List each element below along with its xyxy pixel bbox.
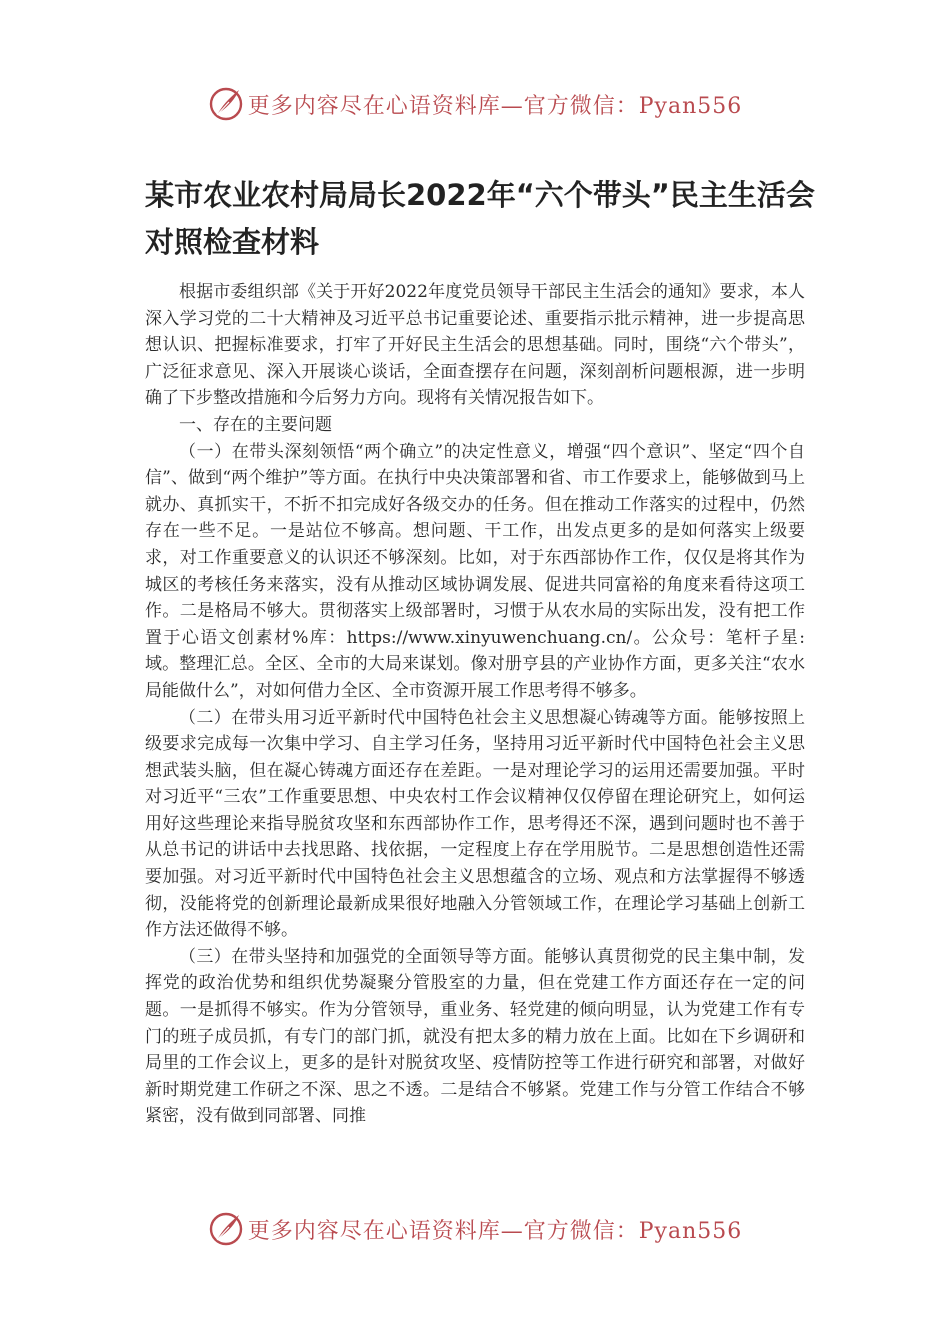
body-paragraph: （二）在带头用习近平新时代中国特色社会主义思想凝心铸魂等方面。能够按照上级要求完成每一次集中学习、自主学习任务，坚持用习近平新时代中国特色社会主义思想武装头脑，但在凝心铸魂方面还存在差距。一是对理论学习的运用还需要加强。平时对习近平“三农”工作重要思想、中央农村工作会议精神仅仅停留在理论研究上，如何运用好这些理论来指导脱贫攻坚和东西部协作工作，思考得还不深，遇到问题时也不善于从总书记的讲话中去找思路、找依据，一定程度上存在学用脱节。二是思想创造性还需要加强。对习近平新时代中国特色社会主义思想蕴含的立场、观点和方法掌握得不够透彻，没能将党的创新理论最新成果很好地融入分管领域工作，在理论学习基础上创新工作方法还做得不够。	[145, 707, 805, 941]
banner-text: 更多内容尽在心语资料库—官方微信：Pyan556	[247, 93, 743, 119]
body-paragraph: （一）在带头深刻领悟“两个确立”的决定性意义，增强“四个意识”、坚定“四个自信”、做到“两个维护”等方面。在执行中央决策部署和省、市工作要求上，能够做到马上就办、真抓实干，不折不扣完成好各级交办的任务。但在推动工作落实的过程中，仍然存在一些不足。一是站位不够高。想问题、干工作，出发点更多的是如何落实上级要求，对工作重要意义的认识还不够深刻。比如，对于东西部协作工作，仅仅是将其作为城区的考核任务来落实，没有从推动区域协调发展、促进共同富裕的角度来看待这项工作。二是格局不够大。贯彻落实上级部署时，习惯于从农水局的实际出发，没有把工作置于心语文创素材%库：https://www.xinyuwenchuang.cn/。公众号：笔杆子星:域。整理汇总。全区、全市的大局来谋划。像对册亨县的产业协作方面，更多关注“农水局能做什么”，对如何借力全区、全市资源开展工作思考得不够多。	[145, 441, 805, 701]
banner-text: 更多内容尽在心语资料库—官方微信：Pyan556	[247, 1218, 743, 1244]
document-title: 某市农业农村局局长2022年“六个带头”民主生活会对照检查材料	[145, 178, 815, 259]
document-body	[145, 279, 805, 1130]
quill-logo-icon	[208, 1211, 244, 1247]
section-heading: 一、存在的主要问题	[179, 414, 332, 435]
intro-paragraph: 根据市委组织部《关于开好2022年度党员领导干部民主生活会的通知》要求，本人深入学习党的二十大精神及习近平总书记重要论述、重要指示批示精神，进一步提高思想认识、把握标准要求，打牢了开好民主生活会的思想基础。同时，围绕“六个带头”，广泛征求意见、深入开展谈心谈话，全面查摆存在问题，深刻剖析问题根源，进一步明确了下步整改措施和今后努力方向。现将有关情况报告如下。	[145, 282, 805, 409]
body-paragraph: （三）在带头坚持和加强党的全面领导等方面。能够认真贯彻党的民主集中制，发挥党的政治优势和组织优势凝聚分管股室的力量，但在党建工作方面还存在一定的问题。一是抓得不够实。作为分管领导，重业务、轻党建的倾向明显，认为党建工作有专门的班子成员抓，有专门的部门抓，就没有把太多的精力放在上面。比如在下乡调研和局里的工作会议上，更多的是针对脱贫攻坚、疫情防控等工作进行研究和部署，对做好新时期党建工作研之不深、思之不透。二是结合不够紧。党建工作与分管工作结合不够紧密，没有做到同部署、同推	[145, 946, 805, 1127]
quill-logo-icon	[208, 86, 244, 122]
header-banner	[0, 82, 950, 126]
footer-banner	[0, 1207, 950, 1251]
